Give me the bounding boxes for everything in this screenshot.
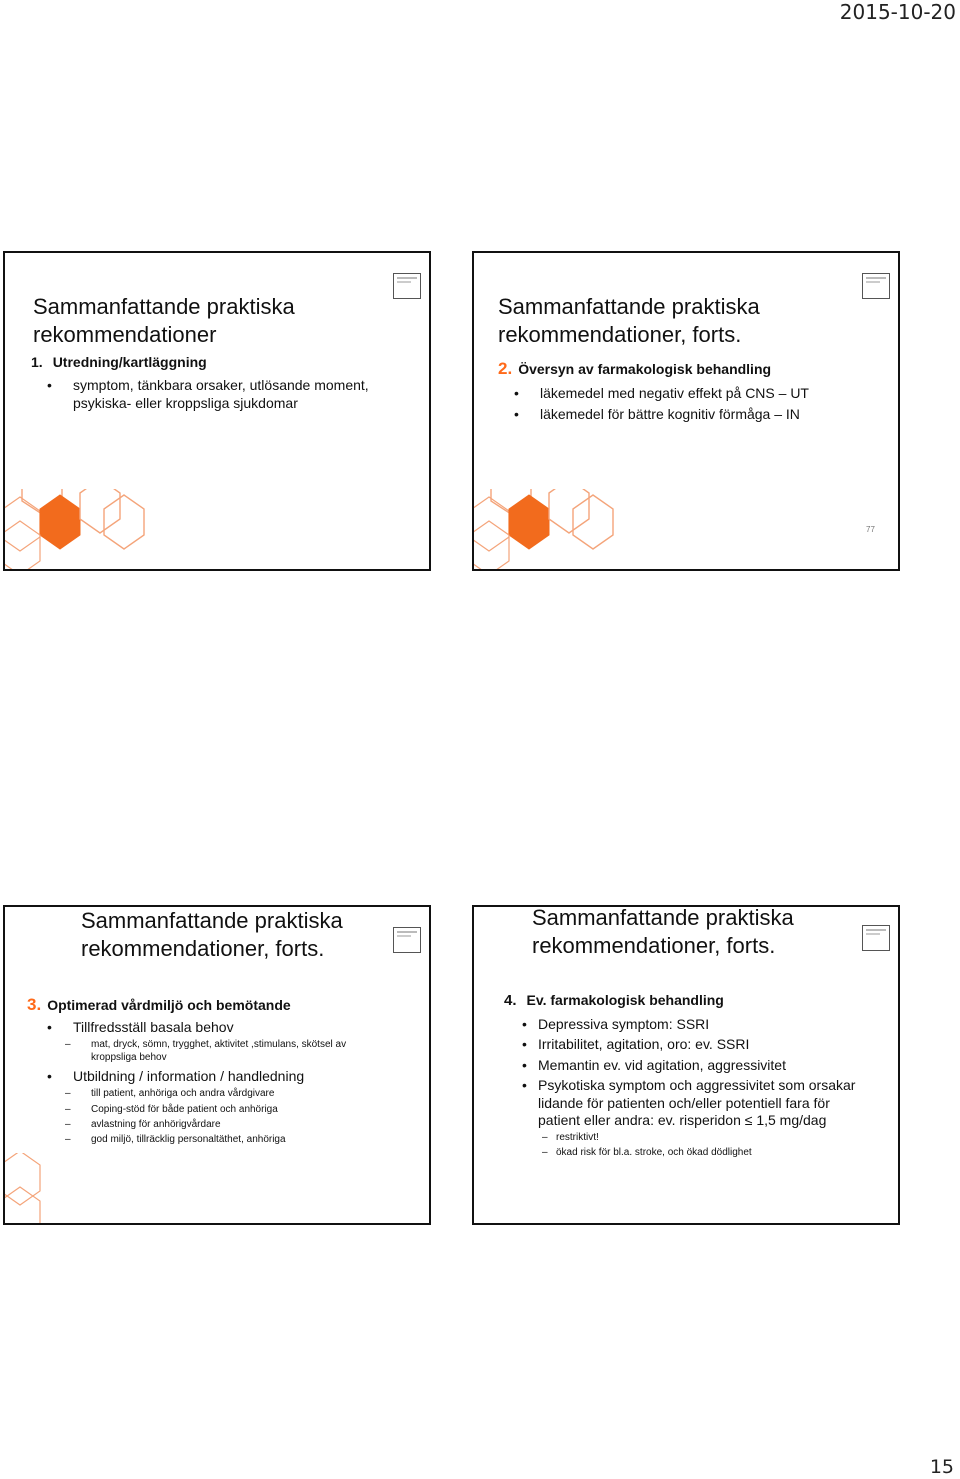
bullet-icon: • [522, 1077, 527, 1093]
bullet-icon: • [47, 1068, 52, 1084]
bullet-continuation: lidande för patienten och/eller potentiell fara för [538, 1095, 830, 1111]
slide-title: Sammanfattande praktiska rekommendationer, forts. [81, 908, 343, 961]
bullet-icon: • [522, 1016, 527, 1032]
hexagon-decoration [5, 489, 185, 569]
section-heading: 3. Optimerad vårdmiljö och bemötande [27, 995, 291, 1014]
dash-icon: – [65, 1134, 71, 1145]
bullet-continuation: patient eller andra: ev. risperidon ≤ 1,5 mg/dag [538, 1112, 827, 1128]
bullet-item: • Psykotiska symptom och aggressivitet som orsakar [522, 1077, 856, 1093]
dash-icon: – [65, 1088, 71, 1099]
sub-bullet-continuation: kroppsliga behov [91, 1052, 167, 1063]
bullet-item: • Tillfredsställ basala behov [47, 1019, 234, 1035]
slide-title: Sammanfattande praktiska rekommendationer [33, 294, 295, 347]
sub-bullet-item: – restriktivt! [542, 1132, 599, 1143]
hexagon-decoration [474, 489, 654, 569]
bullet-icon: • [47, 377, 52, 393]
bullet-icon: • [514, 385, 519, 401]
sub-bullet-item: – mat, dryck, sömn, trygghet, aktivitet ,stimulans, skötsel av [65, 1039, 347, 1050]
sub-bullet-item: – god miljö, tillräcklig personaltäthet, anhöriga [65, 1134, 286, 1145]
page-date: 2015-10-20 [839, 0, 956, 24]
bullet-icon: • [522, 1057, 527, 1073]
slide-title: Sammanfattande praktiska rekommendationer, forts. [498, 294, 760, 347]
bullet-item: • läkemedel med negativ effekt på CNS – UT [514, 385, 809, 401]
dash-icon: – [65, 1039, 71, 1050]
dash-icon: – [542, 1132, 548, 1143]
slide-number: 77 [866, 525, 875, 534]
hexagon-decoration [5, 1153, 95, 1223]
section-heading: 1. Utredning/kartläggning [31, 354, 207, 370]
logo-placeholder [393, 273, 421, 299]
slide-4 [472, 905, 900, 1225]
bullet-icon: • [522, 1036, 527, 1052]
bullet-icon: • [514, 406, 519, 422]
logo-placeholder [393, 927, 421, 953]
bullet-item: • Utbildning / information / handledning [47, 1068, 305, 1084]
sub-bullet-item: – till patient, anhöriga och andra vårdgivare [65, 1088, 275, 1099]
logo-placeholder [862, 925, 890, 951]
sub-bullet-item: – avlastning för anhörigvårdare [65, 1119, 221, 1130]
bullet-item: • Memantin ev. vid agitation, aggressivitet [522, 1057, 786, 1073]
bullet-item: • symptom, tänkbara orsaker, utlösande moment, [47, 377, 369, 393]
sub-bullet-item: – ökad risk för bl.a. stroke, och ökad dödlighet [542, 1147, 752, 1158]
slide-1 [3, 251, 431, 571]
slide-3 [3, 905, 431, 1225]
section-heading: 2. Översyn av farmakologisk behandling [498, 359, 772, 378]
dash-icon: – [65, 1104, 71, 1115]
section-heading: 4. Ev. farmakologisk behandling [504, 992, 724, 1009]
bullet-item: • läkemedel för bättre kognitiv förmåga – IN [514, 406, 800, 422]
logo-placeholder [862, 273, 890, 299]
bullet-continuation: psykiska- eller kroppsliga sjukdomar [73, 395, 298, 411]
sub-bullet-item: – Coping-stöd för både patient och anhöriga [65, 1104, 278, 1115]
bullet-item: • Irritabilitet, agitation, oro: ev. SSRI [522, 1036, 750, 1052]
dash-icon: – [65, 1119, 71, 1130]
slide-2 [472, 251, 900, 571]
slide-title: Sammanfattande praktiska rekommendationer, forts. [532, 905, 794, 958]
bullet-icon: • [47, 1019, 52, 1035]
dash-icon: – [542, 1147, 548, 1158]
page-number: 15 [929, 1456, 954, 1478]
bullet-item: • Depressiva symptom: SSRI [522, 1016, 710, 1032]
